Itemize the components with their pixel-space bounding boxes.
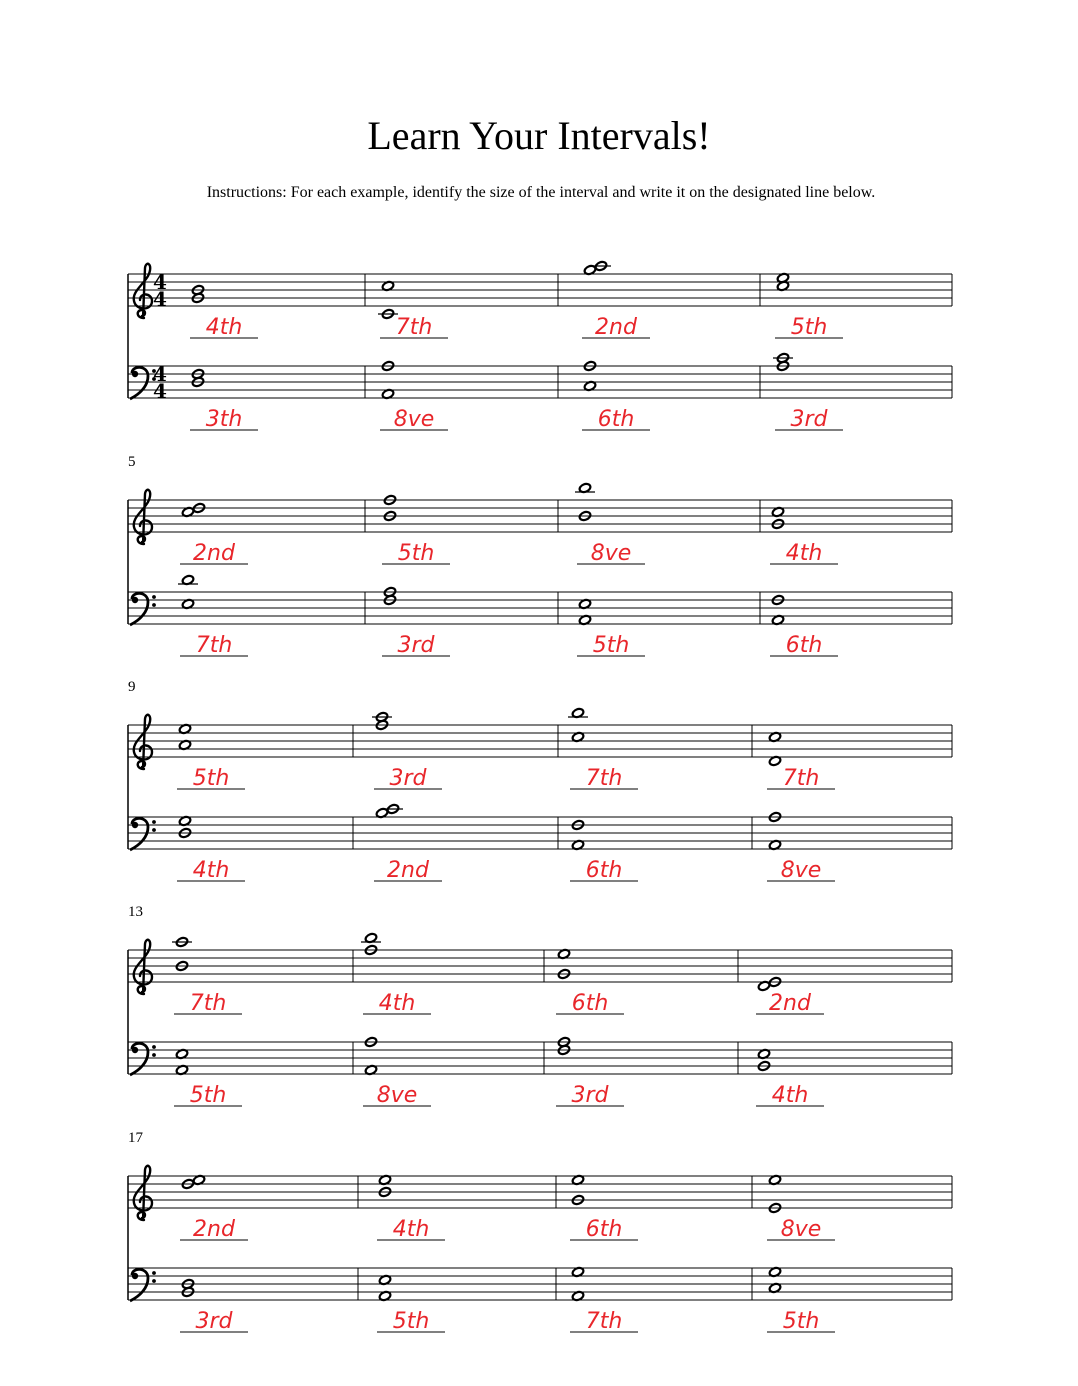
measure-number: 9: [128, 679, 136, 695]
bass-clef-dot: [152, 1045, 156, 1049]
bass-clef-dot: [152, 828, 156, 832]
system: [128, 454, 952, 658]
treble-clef: [134, 1166, 152, 1220]
handwritten-answer: 4th: [192, 858, 230, 883]
time-signature-top: 4: [153, 270, 167, 294]
bass-clef-dot: [152, 820, 156, 824]
bass-clef-curve: [130, 367, 148, 399]
handwritten-answer: 7th: [782, 766, 820, 791]
handwritten-answer: 4th: [378, 991, 416, 1016]
bass-clef-dot: [152, 1279, 156, 1283]
handwritten-answer: 4th: [392, 1217, 430, 1242]
handwritten-answer: 3rd: [571, 1083, 609, 1108]
handwritten-answer: 6th: [585, 1217, 623, 1242]
system: [128, 904, 952, 1108]
system: [128, 679, 952, 883]
treble-clef: [134, 940, 152, 994]
handwritten-answer: 8ve: [393, 407, 435, 432]
worksheet-title: Learn Your Intervals!: [367, 113, 711, 158]
handwritten-answer: 8ve: [780, 1217, 822, 1242]
bass-clef-curve: [130, 818, 148, 850]
treble-clef: [134, 490, 152, 544]
bass-clef: [130, 593, 156, 625]
bass-clef-dot: [152, 603, 156, 607]
treble-clef: [134, 264, 152, 318]
handwritten-answer: 7th: [195, 633, 233, 658]
handwritten-answer: 5th: [392, 1309, 430, 1334]
handwritten-answer: 3th: [205, 407, 243, 432]
bass-clef-curve: [130, 593, 148, 625]
handwritten-answer: 4th: [785, 541, 823, 566]
system: [128, 1130, 952, 1334]
measure-number: 13: [128, 904, 143, 920]
handwritten-answer: 4th: [205, 315, 243, 340]
handwritten-answer: 7th: [585, 766, 623, 791]
bass-clef: [130, 367, 156, 399]
bass-clef-curve: [130, 1269, 148, 1301]
bass-clef-dot: [152, 595, 156, 599]
handwritten-answer: 2nd: [769, 991, 811, 1016]
handwritten-answer: 6th: [785, 633, 823, 658]
handwritten-answer: 2nd: [193, 541, 235, 566]
handwritten-answer: 5th: [782, 1309, 820, 1334]
handwritten-answer: 5th: [790, 315, 828, 340]
measure-number: 17: [128, 1130, 143, 1146]
treble-clef: [134, 715, 152, 769]
handwritten-answer: 5th: [192, 766, 230, 791]
handwritten-answer: 2nd: [595, 315, 637, 340]
time-signature-top: 4: [153, 362, 167, 386]
handwritten-answer: 3rd: [790, 407, 828, 432]
system: [128, 260, 952, 432]
handwritten-answer: 5th: [397, 541, 435, 566]
handwritten-answer: 5th: [189, 1083, 227, 1108]
handwritten-answer: 7th: [395, 315, 433, 340]
handwritten-answer: 3rd: [397, 633, 435, 658]
bass-clef: [130, 1269, 156, 1301]
bass-clef: [130, 818, 156, 850]
handwritten-answer: 8ve: [376, 1083, 418, 1108]
bass-clef-curve: [130, 1043, 148, 1075]
bass-clef-dot: [152, 1053, 156, 1057]
handwritten-answer: 8ve: [590, 541, 632, 566]
handwritten-answer: 7th: [189, 991, 227, 1016]
handwritten-answer: 2nd: [193, 1217, 235, 1242]
instructions-text: Instructions: For each example, identify the size of the interval and write it on the designated line below.: [206, 184, 876, 201]
measure-number: 5: [128, 454, 136, 470]
handwritten-answer: 6th: [585, 858, 623, 883]
handwritten-answer: 5th: [592, 633, 630, 658]
handwritten-answer: 3rd: [389, 766, 427, 791]
handwritten-answer: 8ve: [780, 858, 822, 883]
handwritten-answer: 2nd: [387, 858, 429, 883]
bass-clef-dot: [152, 1271, 156, 1275]
handwritten-answer: 3rd: [195, 1309, 233, 1334]
time-signature-bottom: 4: [153, 287, 167, 311]
handwritten-answer: 7th: [585, 1309, 623, 1334]
handwritten-answer: 6th: [571, 991, 609, 1016]
handwritten-answer: 6th: [597, 407, 635, 432]
time-signature-bottom: 4: [153, 379, 167, 403]
handwritten-answer: 4th: [771, 1083, 809, 1108]
bass-clef: [130, 1043, 156, 1075]
